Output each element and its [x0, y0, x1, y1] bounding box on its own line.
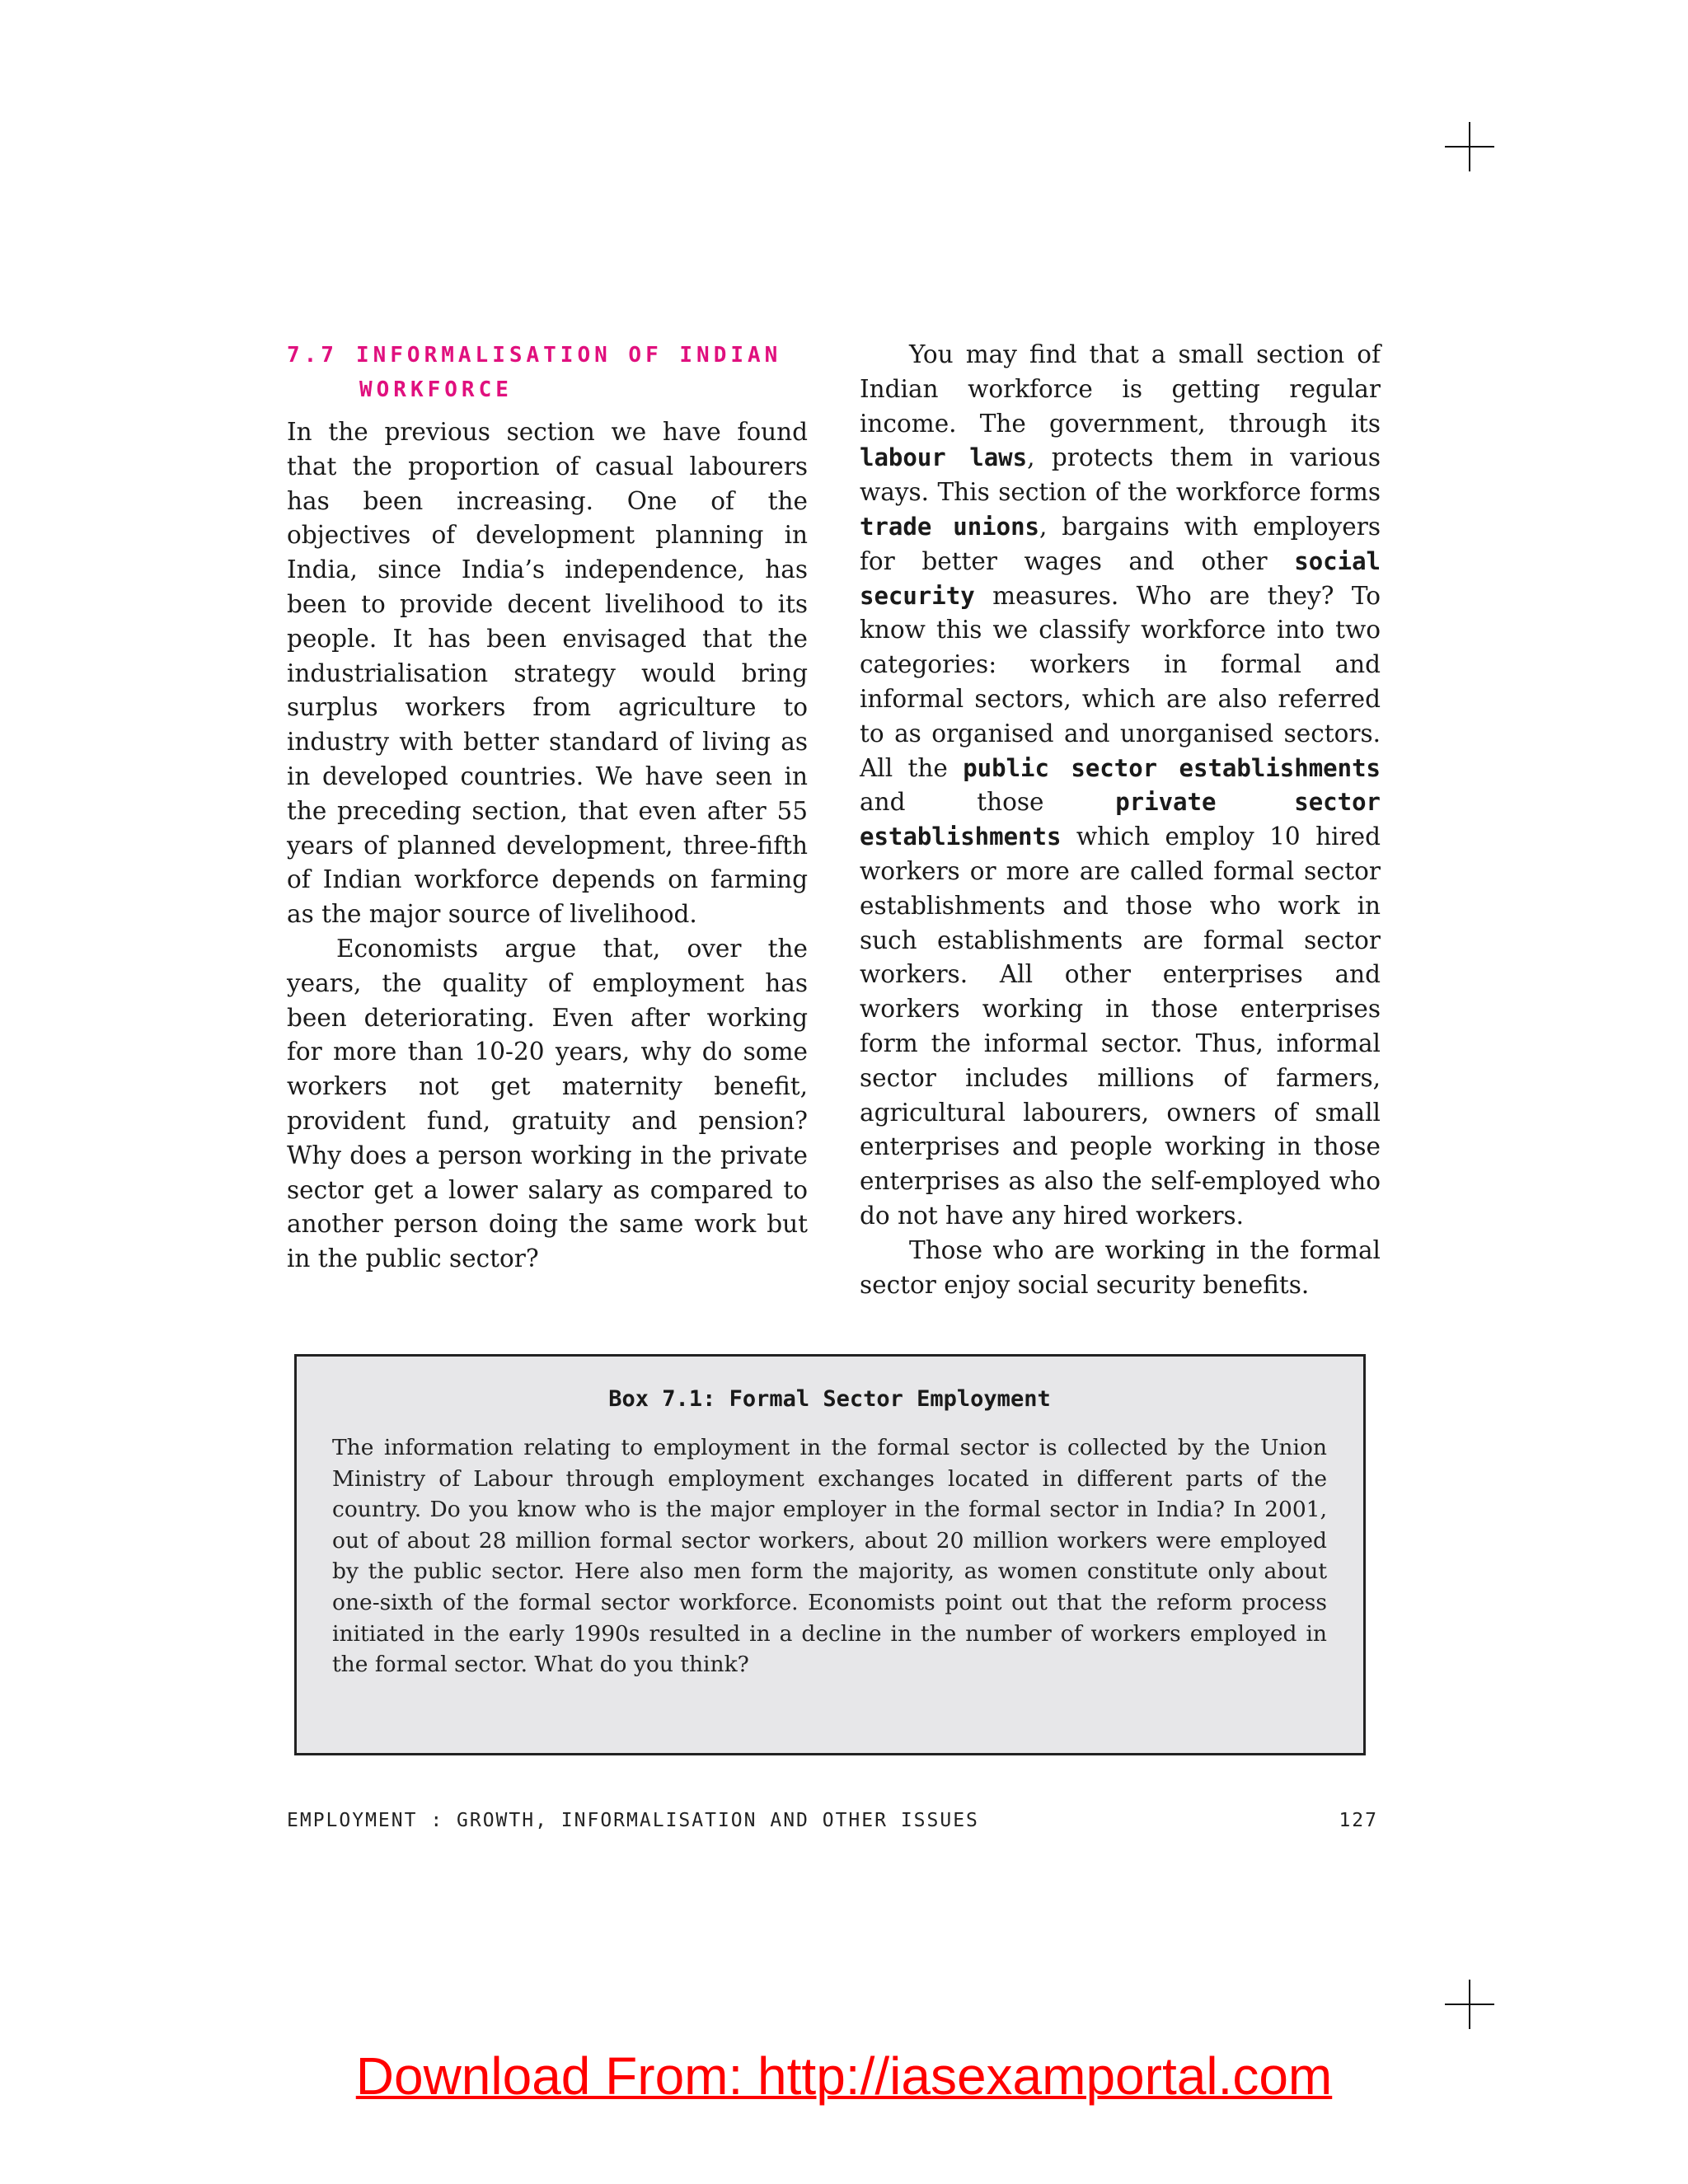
left-column [287, 338, 808, 1277]
page-footer [287, 1810, 1378, 1831]
text-run: measures. Who are they? To know this we classify workforce into two categories: workers in formal and informal sectors, which are also referred to as organised and unorganised sectors. All the [860, 581, 1381, 782]
text-run: You may find that a small section of Indian workforce is getting regular income. The government, through its [860, 340, 1381, 438]
crop-mark-top-icon [1445, 122, 1494, 171]
section-number: 7.7 [287, 343, 338, 368]
section-heading [287, 338, 808, 407]
term-public-sector: public sector establishments [963, 753, 1381, 782]
term-social-security: social security [860, 546, 1381, 610]
section-title-line2: WORKFORCE [359, 377, 513, 402]
download-link[interactable]: Download From: http://iasexamportal.com [355, 2046, 1333, 2106]
text-run: and those [860, 788, 1116, 817]
text-run: , protects them in various ways. This section of the workforce forms [860, 443, 1381, 507]
text-run: , bargains with employers for better wages and other [860, 512, 1381, 575]
page-number: 127 [1339, 1810, 1378, 1831]
left-paragraph-1: In the previous section we have found that the proportion of casual labourers has been increasing. One of the objectives of development planning in India, since India’s independence, has been to provide decent livelihood to its people. It has been envisaged that the industrialisation strategy would bring surplus workers from agriculture to industry with better standard of living as in developed countries. We have seen in the preceding section, that even after 55 years of planned development, three-fifth of Indian workforce depends on farming as the major source of livelihood. [287, 418, 808, 929]
text-run: which employ 10 hired workers or more are called formal sector establishments and those who work in such establishments are formal sector workers. All other enterprises and workers working in those enterprises form the informal sector. Thus, informal sector includes millions of farmers, agricultural labourers, owners of small enterprises and people working in those enterprises as also the self-employed who do not have any hired workers. [860, 823, 1381, 1230]
section-title-line1: INFORMALISATION OF INDIAN [355, 343, 782, 368]
term-private-sector: private sector establishments [860, 788, 1381, 851]
term-labour-laws: labour laws [860, 443, 1028, 472]
term-trade-unions: trade unions [860, 512, 1039, 541]
crop-mark-bottom-icon [1445, 1980, 1494, 2029]
box-title: Box 7.1: Formal Sector Employment [608, 1386, 1051, 1412]
left-paragraph-2: Economists argue that, over the years, the quality of employment has been deteriorating. Even after working for more than 10-20 years, why do some workers not get maternity benefit, provident fund, gratuity and pension? Why does a person working in the private sector get a lower salary as compared to another person doing the same work but in the public sector? [287, 934, 808, 1273]
box-text: The information relating to employment in the formal sector is collected by the Union Ministry of Labour through employment exchanges located in different parts of the country. Do you know who is the major employer in the formal sector in India? In 2001, out of about 28 million formal sector workers, about 20 million workers were employed by the public sector. Here also men form the majority, as women constitute only about one-sixth of the formal sector workforce. Economists point out that the reform process initiated in the early 1990s resulted in a decline in the number of workers employed in the formal sector. What do you think? [332, 1435, 1327, 1678]
box-formal-sector [294, 1354, 1366, 1755]
running-title: EMPLOYMENT : GROWTH, INFORMALISATION AND OTHER ISSUES [287, 1810, 979, 1831]
right-column [860, 338, 1381, 1302]
right-paragraph-1 [860, 338, 1381, 1234]
right-paragraph-2: Those who are working in the formal sector enjoy social security benefits. [860, 1235, 1381, 1299]
